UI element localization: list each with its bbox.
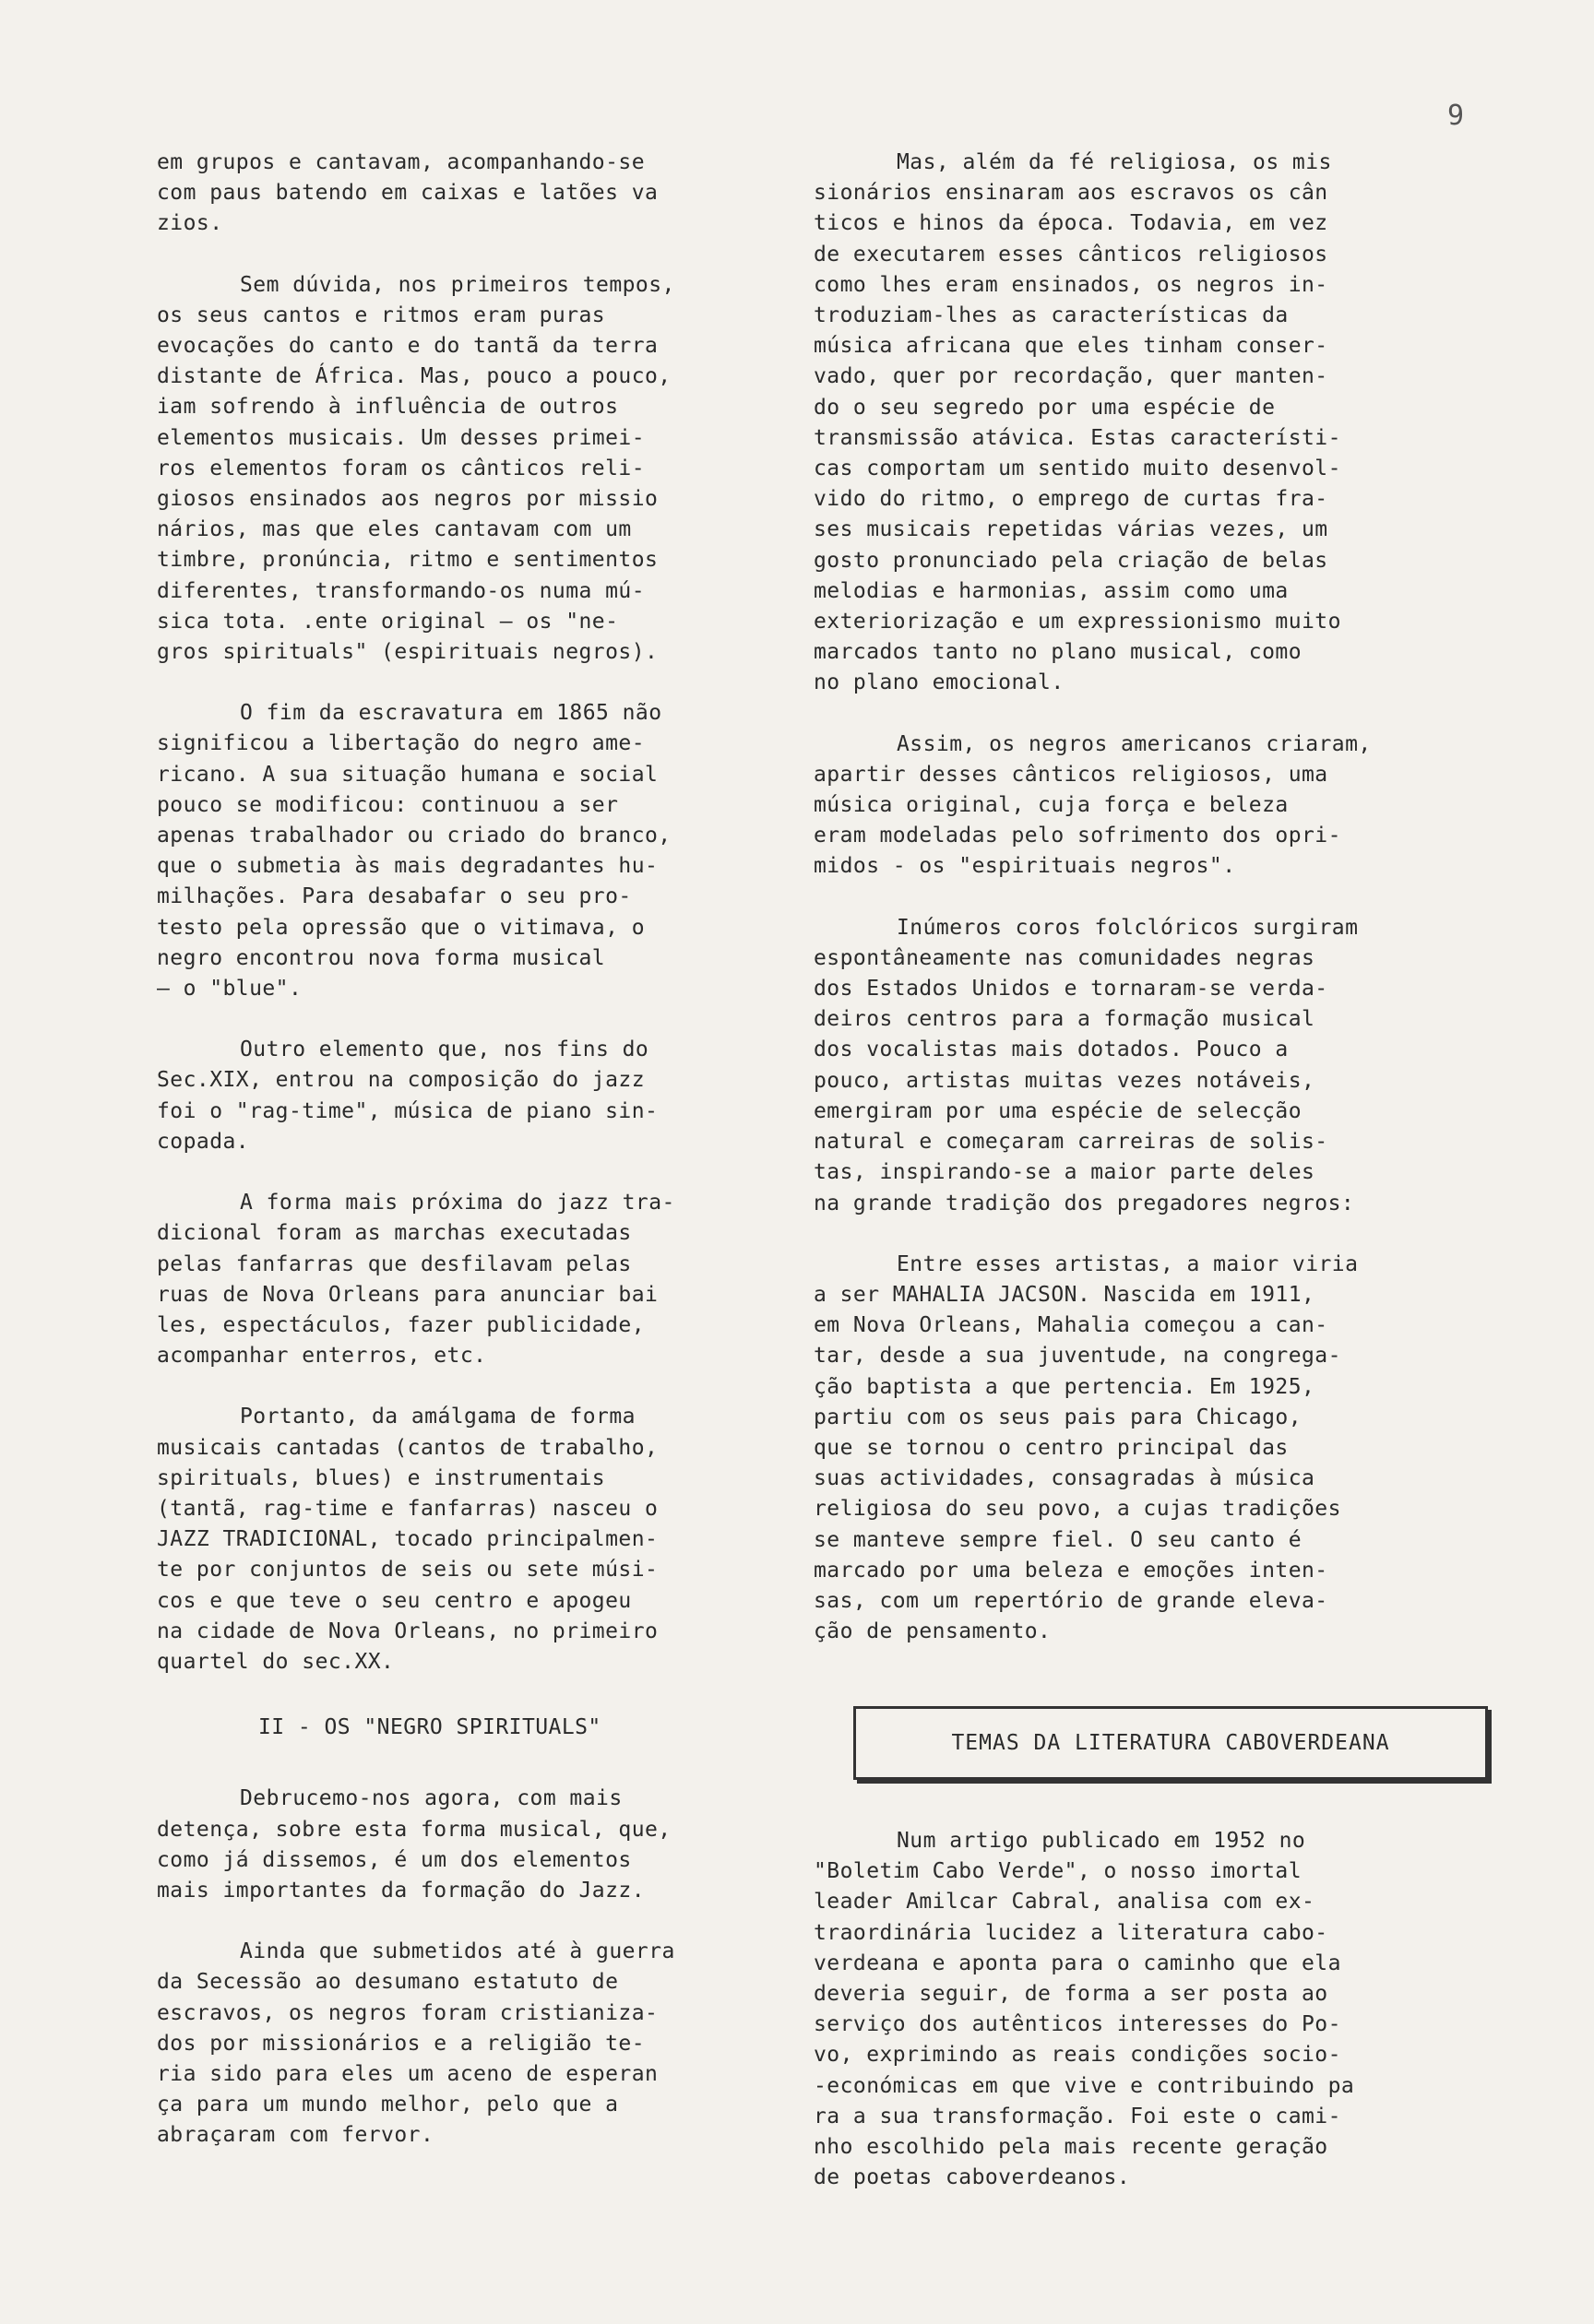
text-line: como já dissemos, é um dos elementos bbox=[157, 1847, 632, 1872]
text-line: sica tota. .ente original — os "ne- bbox=[157, 609, 619, 634]
text-line: gosto pronunciado pela criação de belas bbox=[814, 548, 1328, 573]
text-line: pelas fanfarras que desfilavam pelas bbox=[157, 1251, 632, 1276]
text-line: eram modeladas pelo sofrimento dos opri- bbox=[814, 824, 1341, 848]
text-line: ra a sua transformação. Foi este o cami- bbox=[814, 2104, 1341, 2128]
paragraph bbox=[814, 729, 1510, 883]
text-line: troduziam-lhes as características da bbox=[814, 303, 1289, 328]
literature-section-heading: TEMAS DA LITERATURA CABOVERDEANA bbox=[853, 1706, 1488, 1780]
text-line: Portanto, da amálgama de forma bbox=[240, 1405, 636, 1429]
text-line: se manteve sempre fiel. O seu canto é bbox=[814, 1527, 1302, 1552]
text-line: cos e que teve o seu centro e apogeu bbox=[157, 1588, 632, 1613]
text-line: mais importantes da formação do Jazz. bbox=[157, 1878, 645, 1903]
text-line: quartel do sec.XX. bbox=[157, 1649, 395, 1674]
text-line: pouco, artistas muitas vezes notáveis, bbox=[814, 1068, 1315, 1093]
text-line: melodias e harmonias, assim como uma bbox=[814, 578, 1289, 603]
text-line: pouco se modificou: continuou a ser bbox=[157, 792, 619, 817]
text-line: distante de África. Mas, pouco a pouco, bbox=[157, 364, 672, 389]
text-line: vado, quer por recordação, quer manten- bbox=[814, 364, 1328, 389]
text-line: les, espectáculos, fazer publicidade, bbox=[157, 1312, 645, 1337]
text-line: em grupos e cantavam, acompanhando-se bbox=[157, 150, 645, 174]
paragraph bbox=[814, 913, 1510, 1219]
text-line: leader Amilcar Cabral, analisa com ex- bbox=[814, 1890, 1315, 1915]
text-line: nho escolhido pela mais recente geração bbox=[814, 2135, 1328, 2160]
text-line: vido do ritmo, o emprego de curtas fra- bbox=[814, 487, 1328, 512]
text-line: vo, exprimindo as reais condições socio- bbox=[814, 2043, 1341, 2068]
right-column bbox=[814, 148, 1510, 1678]
page-number: 9 bbox=[1447, 100, 1465, 132]
text-line: timbre, pronúncia, ritmo e sentimentos bbox=[157, 548, 659, 573]
text-line: te por conjuntos de seis ou sete músi- bbox=[157, 1558, 659, 1583]
text-line: ricano. A sua situação humana e social bbox=[157, 762, 659, 787]
text-line: detença, sobre esta forma musical, que, bbox=[157, 1817, 672, 1842]
text-line: espontâneamente nas comunidades negras bbox=[814, 945, 1315, 970]
paragraph bbox=[157, 1937, 821, 2151]
text-line: Sem dúvida, nos primeiros tempos, bbox=[240, 272, 675, 297]
text-line: emergiram por uma espécie de selecção bbox=[814, 1098, 1302, 1123]
text-line: Sec.XIX, entrou na composição do jazz bbox=[157, 1068, 645, 1093]
text-line: Mas, além da fé religiosa, os mis bbox=[897, 150, 1332, 174]
text-line: os seus cantos e ritmos eram puras bbox=[157, 302, 606, 327]
text-line: Debrucemo-nos agora, com mais bbox=[240, 1786, 623, 1811]
text-line: suas actividades, consagradas à música bbox=[814, 1466, 1315, 1491]
text-line: O fim da escravatura em 1865 não bbox=[240, 701, 662, 726]
text-line: da Secessão ao desumano estatuto de bbox=[157, 1970, 619, 1995]
text-line: com paus batendo em caixas e latões va bbox=[157, 181, 659, 206]
text-line: dos por missionários e a religião te- bbox=[157, 2031, 645, 2056]
text-line: exteriorização e um expressionismo muito bbox=[814, 610, 1341, 634]
text-line: no plano emocional. bbox=[814, 670, 1065, 695]
text-line: traordinária lucidez a literatura cabo- bbox=[814, 1920, 1328, 1945]
text-line: do o seu segredo por uma espécie de bbox=[814, 395, 1276, 420]
text-line: -económicas em que vive e contribuindo pa bbox=[814, 2073, 1355, 2098]
text-line: Outro elemento que, nos fins do bbox=[240, 1038, 649, 1062]
text-line: que o submetia às mais degradantes hu- bbox=[157, 854, 659, 879]
text-line: iam sofrendo à influência de outros bbox=[157, 395, 619, 420]
text-line: sas, com um repertório de grande eleva- bbox=[814, 1588, 1328, 1613]
text-line: gros spirituals" (espirituais negros). bbox=[157, 640, 659, 665]
text-line: marcado por uma beleza e emoções inten- bbox=[814, 1558, 1328, 1583]
text-line: cas comportam um sentido muito desenvol- bbox=[814, 456, 1341, 481]
text-line: ça para um mundo melhor, pelo que a bbox=[157, 2093, 619, 2117]
paragraph bbox=[157, 1784, 821, 1906]
text-line: elementos musicais. Um desses primei- bbox=[157, 425, 645, 450]
text-line: na grande tradição dos pregadores negros: bbox=[814, 1191, 1355, 1215]
text-line: que se tornou o centro principal das bbox=[814, 1435, 1289, 1460]
text-line: musicais cantadas (cantos de trabalho, bbox=[157, 1435, 659, 1460]
text-line: A forma mais próxima do jazz tra- bbox=[240, 1191, 675, 1215]
text-line: Inúmeros coros folclóricos surgiram bbox=[897, 915, 1359, 940]
text-line: ros elementos foram os cânticos reli- bbox=[157, 456, 645, 480]
text-line: marcados tanto no plano musical, como bbox=[814, 640, 1302, 665]
text-line: dicional foram as marchas executadas bbox=[157, 1221, 632, 1246]
text-line: ses musicais repetidas várias vezes, um bbox=[814, 517, 1328, 542]
paragraph bbox=[157, 1035, 821, 1157]
text-line: sionários ensinaram aos escravos os cân bbox=[814, 181, 1328, 206]
text-line: midos - os "espirituais negros". bbox=[814, 854, 1236, 879]
text-line: dos vocalistas mais dotados. Pouco a bbox=[814, 1038, 1289, 1062]
text-line: apartir desses cânticos religiosos, uma bbox=[814, 762, 1328, 787]
text-line: música original, cuja força e beleza bbox=[814, 793, 1289, 818]
text-line: evocações do canto e do tantã da terra bbox=[157, 334, 659, 359]
text-line: significou a libertação do negro ame- bbox=[157, 731, 645, 756]
text-line: nários, mas que eles cantavam com um bbox=[157, 517, 632, 542]
text-line: zios. bbox=[157, 211, 223, 236]
text-line: de poetas caboverdeanos. bbox=[814, 2165, 1131, 2190]
text-line: acompanhar enterros, etc. bbox=[157, 1344, 487, 1369]
text-line: milhações. Para desabafar o seu pro- bbox=[157, 884, 632, 909]
text-line: apenas trabalhador ou criado do branco, bbox=[157, 824, 672, 848]
text-line: música africana que eles tinham conser- bbox=[814, 334, 1328, 359]
text-line: tar, desde a sua juventude, na congrega- bbox=[814, 1344, 1341, 1369]
text-line: Assim, os negros americanos criaram, bbox=[897, 731, 1372, 756]
text-line: copada. bbox=[157, 1129, 250, 1154]
text-line: verdeana e aponta para o caminho que ela bbox=[814, 1951, 1341, 1975]
text-line: ção baptista a que pertencia. Em 1925, bbox=[814, 1374, 1315, 1399]
text-line: natural e começaram carreiras de solis- bbox=[814, 1130, 1328, 1155]
text-line: em Nova Orleans, Mahalia começou a can- bbox=[814, 1313, 1328, 1338]
text-line: testo pela opressão que o vitimava, o bbox=[157, 915, 645, 940]
text-line: deveria seguir, de forma a ser posta ao bbox=[814, 1982, 1328, 2007]
text-line: ção de pensamento. bbox=[814, 1619, 1052, 1644]
text-line: escravos, os negros foram cristianiza- bbox=[157, 2000, 659, 2025]
text-line: Entre esses artistas, a maior viria bbox=[897, 1251, 1359, 1276]
text-line: serviço dos autênticos interesses do Po- bbox=[814, 2012, 1341, 2037]
text-line: negro encontrou nova forma musical bbox=[157, 945, 606, 970]
paragraph bbox=[157, 148, 821, 240]
text-line: abraçaram com fervor. bbox=[157, 2123, 434, 2148]
text-line: tas, inspirando-se a maior parte deles bbox=[814, 1160, 1315, 1185]
text-line: spirituals, blues) e instrumentais bbox=[157, 1465, 606, 1490]
text-line: — o "blue". bbox=[157, 977, 303, 1002]
text-line: JAZZ TRADICIONAL, tocado principalmen- bbox=[157, 1527, 659, 1552]
text-line: Num artigo publicado em 1952 no bbox=[897, 1829, 1306, 1853]
text-line: partiu com os seus pais para Chicago, bbox=[814, 1405, 1302, 1429]
text-line: giosos ensinados aos negros por missio bbox=[157, 487, 659, 512]
right-column-lower bbox=[814, 1826, 1510, 2223]
paragraph bbox=[157, 1188, 821, 1371]
text-line: ria sido para eles um aceno de esperan bbox=[157, 2061, 659, 2086]
paragraph bbox=[157, 698, 821, 1004]
text-line: (tantã, rag-time e fanfarras) nasceu o bbox=[157, 1496, 659, 1521]
paragraph bbox=[814, 148, 1510, 699]
text-line: a ser MAHALIA JACSON. Nascida em 1911, bbox=[814, 1282, 1315, 1307]
text-line: ruas de Nova Orleans para anunciar bai bbox=[157, 1282, 659, 1307]
text-line: ticos e hinos da época. Todavia, em vez bbox=[814, 211, 1328, 236]
paragraph bbox=[814, 1250, 1510, 1648]
text-line: Ainda que submetidos até à guerra bbox=[240, 1939, 675, 1964]
text-line: "Boletim Cabo Verde", o nosso imortal bbox=[814, 1859, 1302, 1884]
section-heading: II - OS "NEGRO SPIRITUALS" bbox=[258, 1715, 601, 1740]
text-line: de executarem esses cânticos religiosos bbox=[814, 242, 1328, 267]
paragraph bbox=[814, 1826, 1510, 2193]
left-column bbox=[157, 148, 821, 2182]
text-line: diferentes, transformando-os numa mú- bbox=[157, 578, 645, 603]
text-line: dos Estados Unidos e tornaram-se verda- bbox=[814, 977, 1328, 1002]
text-line: deiros centros para a formação musical bbox=[814, 1007, 1315, 1032]
text-line: na cidade de Nova Orleans, no primeiro bbox=[157, 1618, 659, 1643]
text-line: foi o "rag-time", música de piano sin- bbox=[157, 1098, 659, 1123]
paragraph bbox=[157, 270, 821, 669]
text-line: religiosa do seu povo, a cujas tradições bbox=[814, 1497, 1341, 1522]
text-line: como lhes eram ensinados, os negros in- bbox=[814, 272, 1328, 297]
text-line: transmissão atávica. Estas característi- bbox=[814, 425, 1341, 450]
paragraph bbox=[157, 1402, 821, 1678]
